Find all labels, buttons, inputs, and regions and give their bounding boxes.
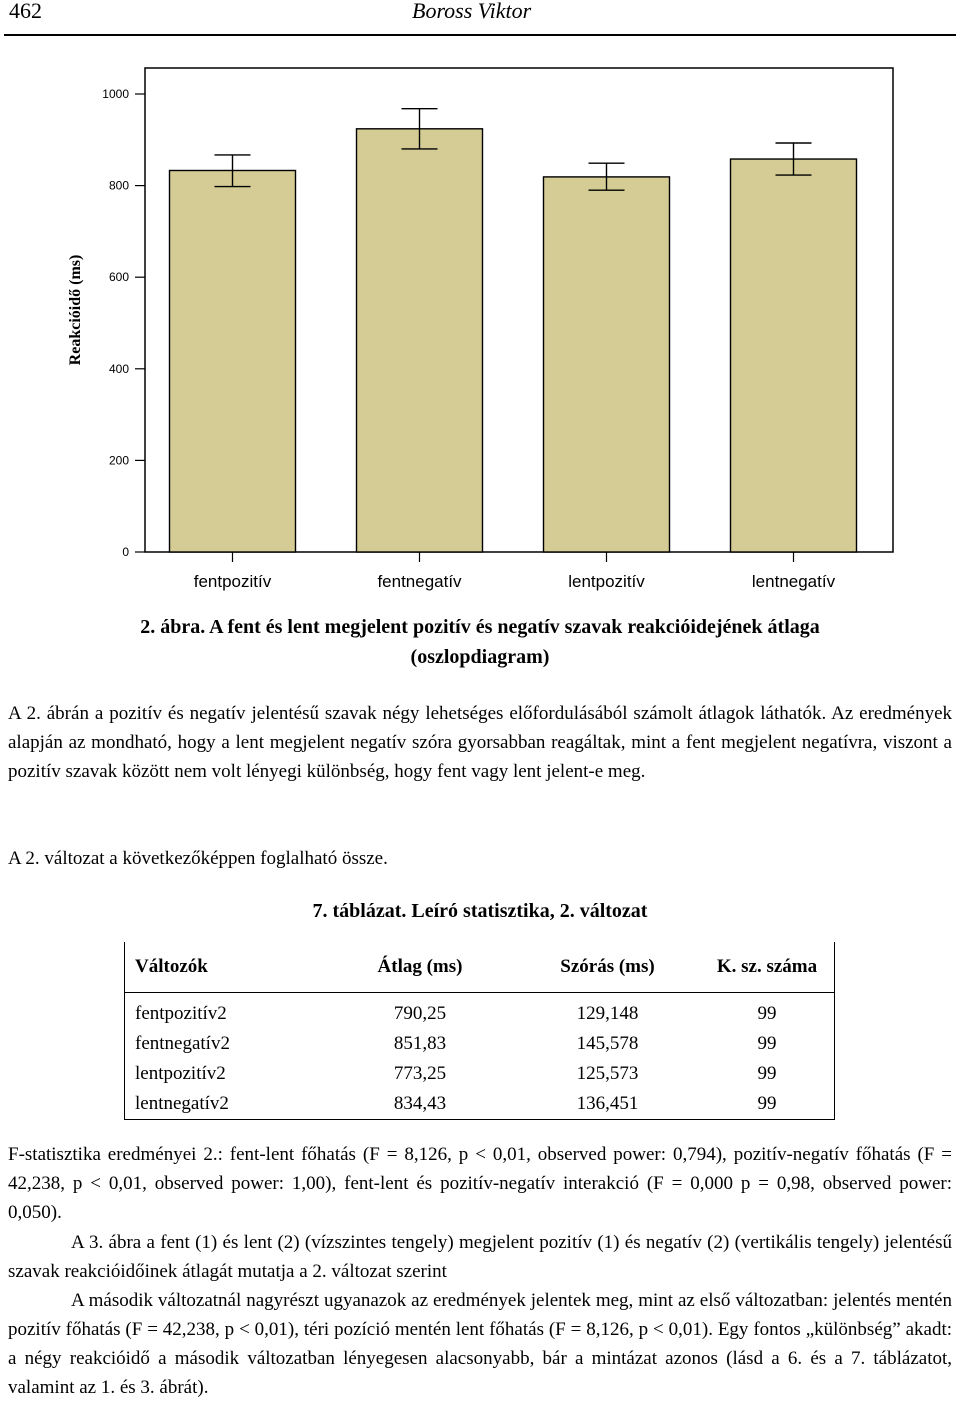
table-header-row [125,942,835,993]
table-row [125,1059,835,1089]
bars-group [170,109,857,552]
paragraph-1: A 2. ábrán a pozitív és negatív jelentésű szavak négy lehetséges előfordulásából számolt átlagok láthatók. Az eredmények alapján az mondható, hogy a lent megjelent negatív szóra gyorsabban reagáltak, mint a fent megjelent negatívra, viszont a pozitív szavak között nem volt lényegi különbség, hogy fent vagy lent jelent-e meg. [8,703,952,782]
paragraph-3: F-statisztika eredményei 2.: fent-lent főhatás (F = 8,126, p < 0,01, observed power: 0,794), pozitív-negatív főhatás (F = 42,238, p < 0,01, observed power: 1,00), fent-lent és pozitív-negatív interakció (F = 0,000 p = 0,98, observed power: 0,050). [8,1144,952,1223]
cell-mean: 834,43 [393,1093,447,1114]
table-title: 7. táblázat. Leíró statisztika, 2. változat [312,900,648,922]
x-tick-label: lentpozitív [568,572,645,591]
cell-mean: 773,25 [393,1063,447,1084]
page-number: 462 [9,0,42,23]
cell-sd: 129,148 [576,1003,639,1024]
running-head: Boross Viktor [412,0,532,23]
bar-chart [0,40,960,605]
figure-caption-line1: 2. ábra. A fent és lent megjelent pozitív és negatív szavak reakcióidejének átlaga [140,616,820,638]
cell-n: 99 [757,1063,777,1084]
y-axis [102,87,145,559]
y-tick-label: 200 [108,453,129,468]
cell-variable: fentpozitív2 [135,1003,227,1024]
y-tick-label: 1000 [102,87,129,101]
bar [357,129,483,552]
cell-mean: 851,83 [393,1033,447,1054]
cell-variable: lentpozitív2 [135,1063,226,1084]
y-tick-label: 800 [108,178,129,193]
table-row [125,993,835,1030]
page-header [0,0,960,36]
col-header-sd: Szórás (ms) [515,942,700,993]
cell-sd: 125,573 [576,1063,639,1084]
x-axis [194,552,836,591]
col-header-variables: Változók [125,942,326,993]
cell-variable: lentnegatív2 [135,1093,229,1114]
header-rule [4,34,956,36]
paragraph-5: A második változatnál nagyrészt ugyanazok az eredmények jelentek meg, mint az első változatban: jelentés mentén pozitív főhatás (F = 42,238, p < 0,01), téri pozíció mentén lent főhatás (F = 8,126, p < 0,01). Egy fontos „különbség” akadt: a négy reakcióidő a második változatban lényegesen alacsonyabb, bár a mintázat azonos (lásd a 6. és a 7. táblázatot, valamint az 1. és 3. ábrát). [8,1290,952,1398]
y-axis-label: Reakcióidő (ms) [67,254,84,366]
y-tick-label: 600 [108,270,129,285]
x-tick-label: fentpozitív [193,572,272,591]
table-row [125,1089,835,1120]
bar [731,159,857,552]
cell-n: 99 [757,1093,777,1114]
bar [544,177,670,552]
stats-table [124,942,835,1120]
cell-n: 99 [757,1033,777,1054]
cell-sd: 145,578 [576,1033,639,1054]
cell-n: 99 [757,1003,777,1024]
y-tick-label: 0 [122,545,129,559]
table-row [125,1029,835,1059]
y-tick-label: 400 [108,361,129,376]
col-header-mean: Átlag (ms) [325,942,515,993]
figure-caption-line2: (oszlopdiagram) [410,646,550,668]
bar [170,170,296,552]
cell-variable: fentnegatív2 [135,1033,230,1054]
col-header-n: K. sz. száma [700,942,835,993]
x-tick-label: fentnegatív [377,572,462,591]
paragraph-2: A 2. változat a következőképpen foglalható össze. [8,848,388,869]
x-tick-label: lentnegatív [751,572,836,591]
paragraph-4: A 3. ábra a fent (1) és lent (2) (vízszintes tengely) megjelent pozitív (1) és negatív (2) (vertikális tengely) jelentésű szavak reakcióidőinek átlagát mutatja a 2. változat szerint [8,1232,952,1282]
cell-mean: 790,25 [393,1003,447,1024]
cell-sd: 136,451 [576,1093,639,1114]
